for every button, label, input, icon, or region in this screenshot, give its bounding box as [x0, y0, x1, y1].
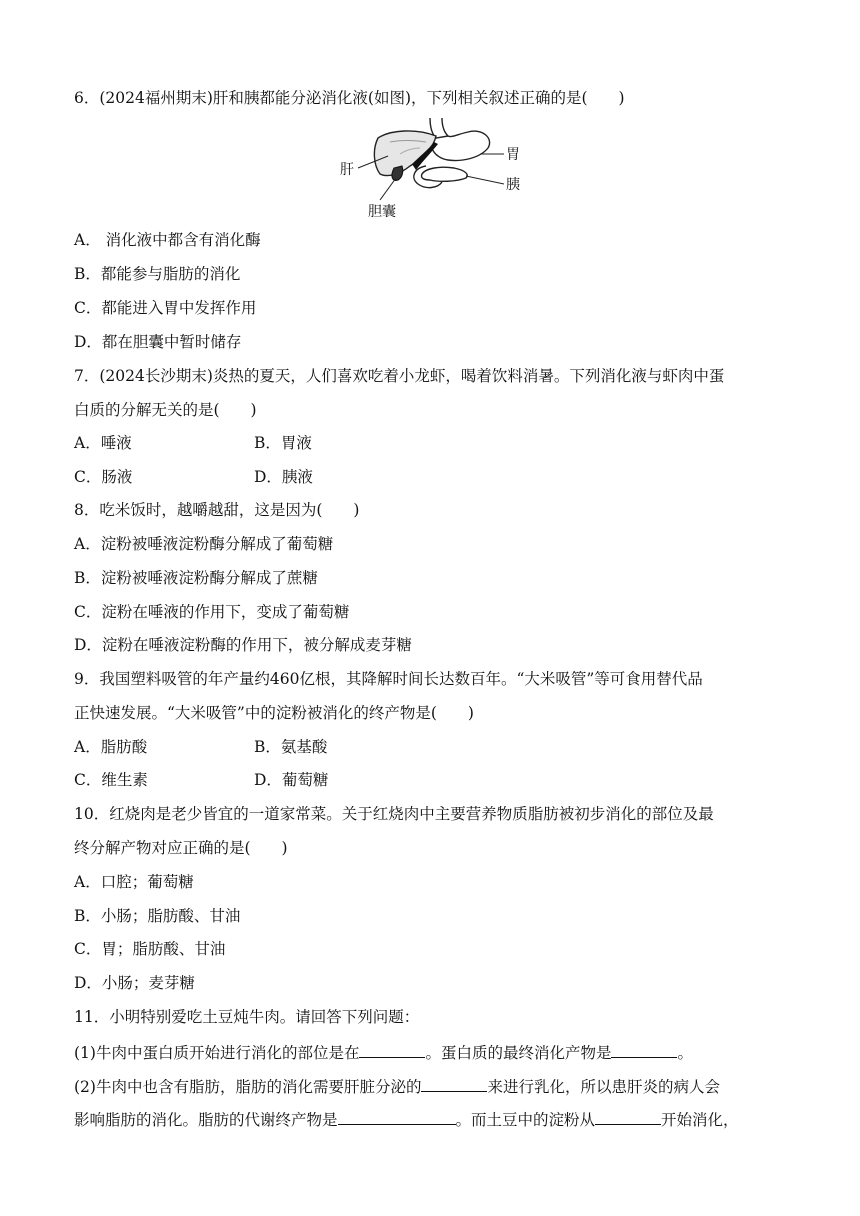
- q9-option-a: A．脂肪酸: [74, 738, 148, 756]
- q11-part1-text-c: 。: [677, 1044, 693, 1062]
- q7-stem-line2: 白质的分解无关的是( ): [74, 401, 257, 419]
- q7-option-a: A．唾液: [74, 434, 132, 452]
- stomach-shape: [432, 131, 490, 160]
- pancreas-label: 胰: [506, 177, 520, 193]
- q10-option-a: A．口腔；葡萄糖: [74, 873, 194, 891]
- q11-part2-text-e: 开始消化，: [661, 1111, 739, 1129]
- q9-option-b: B．氨基酸: [254, 738, 328, 756]
- gallbladder-label: 胆囊: [368, 204, 396, 220]
- q6-option-a: A． 消化液中都含有消化酶: [74, 231, 261, 249]
- q9-stem-line2: 正快速发展。“大米吸管”中的淀粉被消化的终产物是( ): [74, 704, 474, 722]
- q7-options-row2: [74, 467, 313, 487]
- q9-option-c: C．维生素: [74, 771, 148, 789]
- q9-options-row1: [74, 737, 328, 757]
- liver-label: 肝: [340, 162, 354, 178]
- q8-stem: 8．吃米饭时，越嚼越甜，这是因为( ): [74, 501, 360, 519]
- answer-blank-1[interactable]: [359, 1041, 425, 1058]
- q7-stem-line1: 7．(2024长沙期末)炎热的夏天，人们喜欢吃着小龙虾，喝着饮料消暑。下列消化液与虾肉中蛋: [74, 367, 725, 385]
- answer-blank-4[interactable]: [338, 1108, 456, 1125]
- q8-option-a: A．淀粉被唾液淀粉酶分解成了葡萄糖: [74, 535, 334, 553]
- q6-stem: 6．(2024福州期末)肝和胰都能分泌消化液(如图)，下列相关叙述正确的是( ): [74, 89, 625, 107]
- q6-option-b: B．都能参与脂肪的消化: [74, 265, 241, 283]
- q10-option-d: D．小肠；麦芽糖: [74, 974, 195, 992]
- q11-part1: [74, 1041, 693, 1063]
- answer-blank-5[interactable]: [595, 1108, 661, 1125]
- q8-option-c: C．淀粉在唾液的作用下，变成了葡萄糖: [74, 603, 350, 621]
- q11-part1-text-b: 。蛋白质的最终消化产物是: [425, 1044, 612, 1062]
- q7-option-c: C．肠液: [74, 468, 133, 486]
- q10-option-c: C．胃；脂肪酸、甘油: [74, 940, 226, 958]
- q10-option-b: B．小肠；脂肪酸、甘油: [74, 907, 241, 925]
- q10-stem-line2: 终分解产物对应正确的是( ): [74, 839, 288, 857]
- q11-part2-text-c: 影响脂肪的消化。脂肪的代谢终产物是: [74, 1111, 338, 1129]
- q8-option-b: B．淀粉被唾液淀粉酶分解成了蔗糖: [74, 569, 318, 587]
- q10-stem-line1: 10．红烧肉是老少皆宜的一道家常菜。关于红烧肉中主要营养物质脂肪被初步消化的部位及最: [74, 805, 714, 823]
- stomach-label: 胃: [506, 147, 520, 163]
- q11-part2-line1: [74, 1075, 720, 1097]
- q9-option-d: D．葡萄糖: [254, 771, 329, 789]
- q9-options-row2: [74, 770, 329, 790]
- digestive-organs-diagram: [330, 118, 530, 222]
- q9-stem-line1: 9．我国塑料吸管的年产量约460亿根，其降解时间长达数百年。“大米吸管”等可食用替代品: [74, 670, 703, 688]
- q11-part2-text-b: 来进行乳化，所以患肝炎的病人会: [487, 1078, 720, 1096]
- q11-part1-text-a: (1)牛肉中蛋白质开始进行消化的部位是在: [74, 1044, 360, 1062]
- q6-option-c: C．都能进入胃中发挥作用: [74, 299, 257, 317]
- answer-blank-2[interactable]: [611, 1041, 677, 1058]
- q7-options-row1: [74, 433, 312, 453]
- q11-part2-line2: [74, 1108, 739, 1130]
- q8-option-d: D．淀粉在唾液淀粉酶的作用下，被分解成麦芽糖: [74, 636, 412, 654]
- answer-blank-3[interactable]: [421, 1075, 487, 1092]
- q11-part2-text-a: (2)牛肉中也含有脂肪，脂肪的消化需要肝脏分泌的: [74, 1078, 422, 1096]
- q11-stem: 11．小明特别爱吃土豆炖牛肉。请回答下列问题：: [74, 1008, 420, 1026]
- q7-option-b: B．胃液: [254, 434, 312, 452]
- q7-option-d: D．胰液: [254, 468, 313, 486]
- q11-part2-text-d: 。而土豆中的淀粉从: [455, 1111, 596, 1129]
- q6-option-d: D．都在胆囊中暂时储存: [74, 333, 242, 351]
- gallbladder-shape: [392, 166, 403, 180]
- pancreas-shape: [421, 167, 467, 181]
